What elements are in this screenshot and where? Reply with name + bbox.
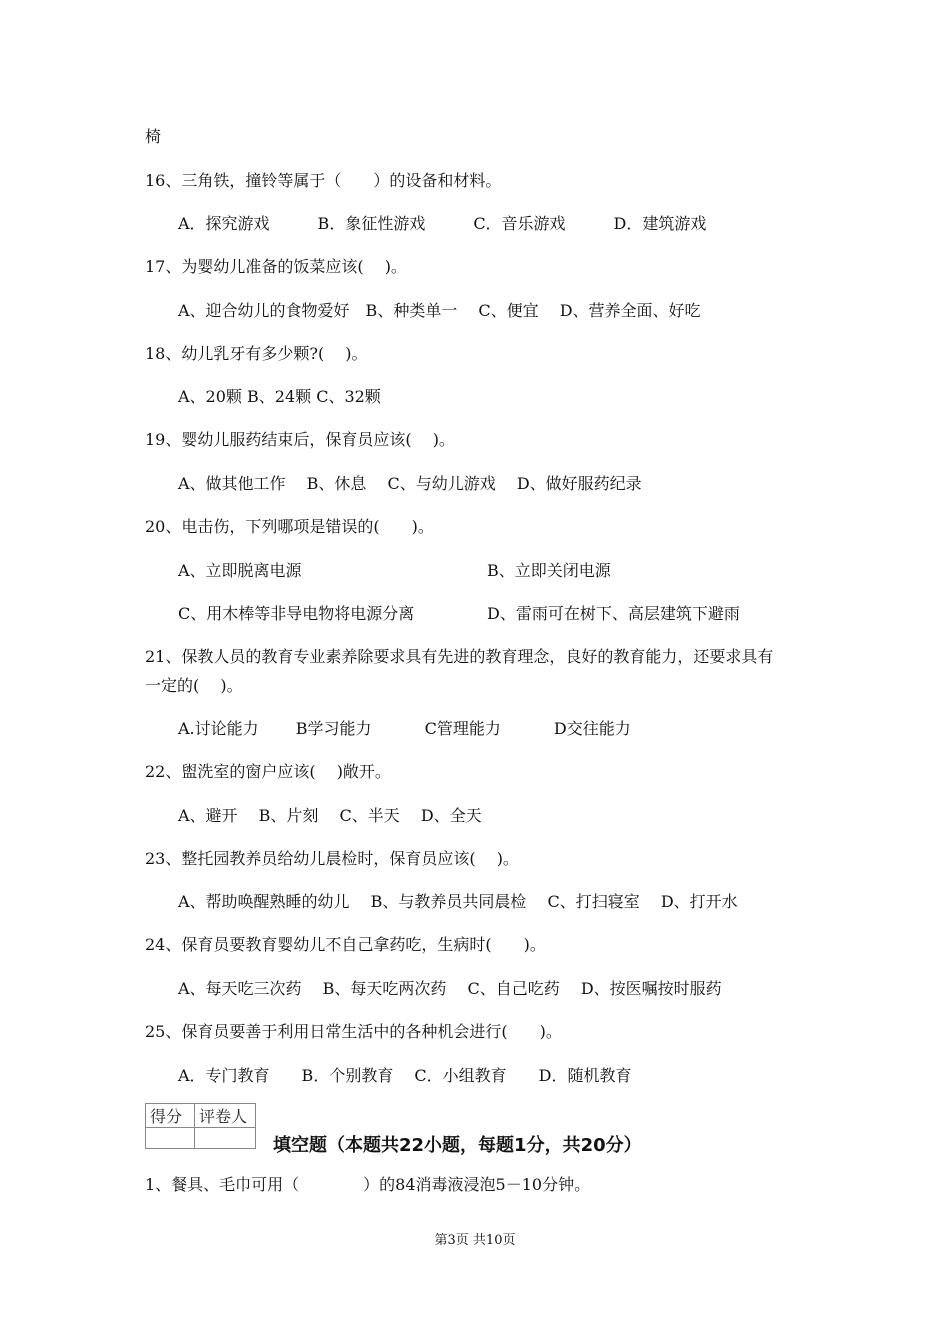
- question-19: 19、婴幼儿服药结束后，保育员应该( )。: [145, 430, 455, 449]
- grader-cell: [195, 1128, 256, 1149]
- question-18: 18、幼儿乳牙有多少颗?( )。: [145, 344, 368, 363]
- options-25: A．专门教育 B．个别教育 C．小组教育 D．随机教育: [178, 1066, 632, 1085]
- question-25: 25、保育员要善于利用日常生活中的各种机会进行( )。: [145, 1022, 562, 1041]
- score-label: 得分: [146, 1104, 195, 1128]
- question-21: 21、保教人员的教育专业素养除要求具有先进的教育理念，良好的教育能力，还要求具有: [145, 647, 774, 666]
- section-title: 填空题（本题共22小题，每题1分，共20分）: [273, 1135, 642, 1156]
- options-19: A、做其他工作 B、休息 C、与幼儿游戏 D、做好服药纪录: [178, 474, 642, 493]
- page-footer: 第3页 共10页: [434, 1233, 516, 1248]
- option-20-a: A、立即脱离电源: [178, 561, 302, 580]
- question-22: 22、盥洗室的窗户应该( )敞开。: [145, 762, 391, 781]
- question-23: 23、整托园教养员给幼儿晨检时，保育员应该( )。: [145, 849, 519, 868]
- options-24: A、每天吃三次药 B、每天吃两次药 C、自己吃药 D、按医嘱按时服药: [178, 979, 722, 998]
- options-17: A、迎合幼儿的食物爱好 B、种类单一 C、便宜 D、营养全面、好吃: [178, 301, 701, 320]
- options-22: A、避开 B、片刻 C、半天 D、全天: [178, 806, 482, 825]
- options-18: A、20颗 B、24颗 C、32颗: [178, 387, 381, 406]
- score-box: [145, 1103, 256, 1149]
- question-16: 16、三角铁，撞铃等属于（ ）的设备和材料。: [145, 171, 502, 190]
- continuation-text: 椅: [145, 127, 162, 146]
- options-16: A．探究游戏 B．象征性游戏 C．音乐游戏 D．建筑游戏: [178, 214, 707, 233]
- fill-question-1: 1、餐具、毛巾可用（ ）的84消毒液浸泡5－10分钟。: [145, 1175, 591, 1194]
- option-20-c: C、用木棒等非导电物将电源分离: [178, 604, 415, 623]
- option-20-b: B、立即关闭电源: [487, 561, 611, 580]
- question-21-cont: 一定的( )。: [145, 676, 243, 695]
- score-cell: [146, 1128, 195, 1149]
- option-20-d: D、雷雨可在树下、高层建筑下避雨: [487, 604, 740, 623]
- question-17: 17、为婴幼儿准备的饭菜应该( )。: [145, 257, 407, 276]
- options-23: A、帮助唤醒熟睡的幼儿 B、与教养员共同晨检 C、打扫寝室 D、打开水: [178, 892, 738, 911]
- grader-label: 评卷人: [195, 1104, 256, 1128]
- question-20: 20、电击伤，下列哪项是错误的( )。: [145, 517, 434, 536]
- question-24: 24、保育员要教育婴幼儿不自己拿药吃，生病时( )。: [145, 935, 546, 954]
- options-21: A.讨论能力 B学习能力 C管理能力 D交往能力: [178, 719, 631, 738]
